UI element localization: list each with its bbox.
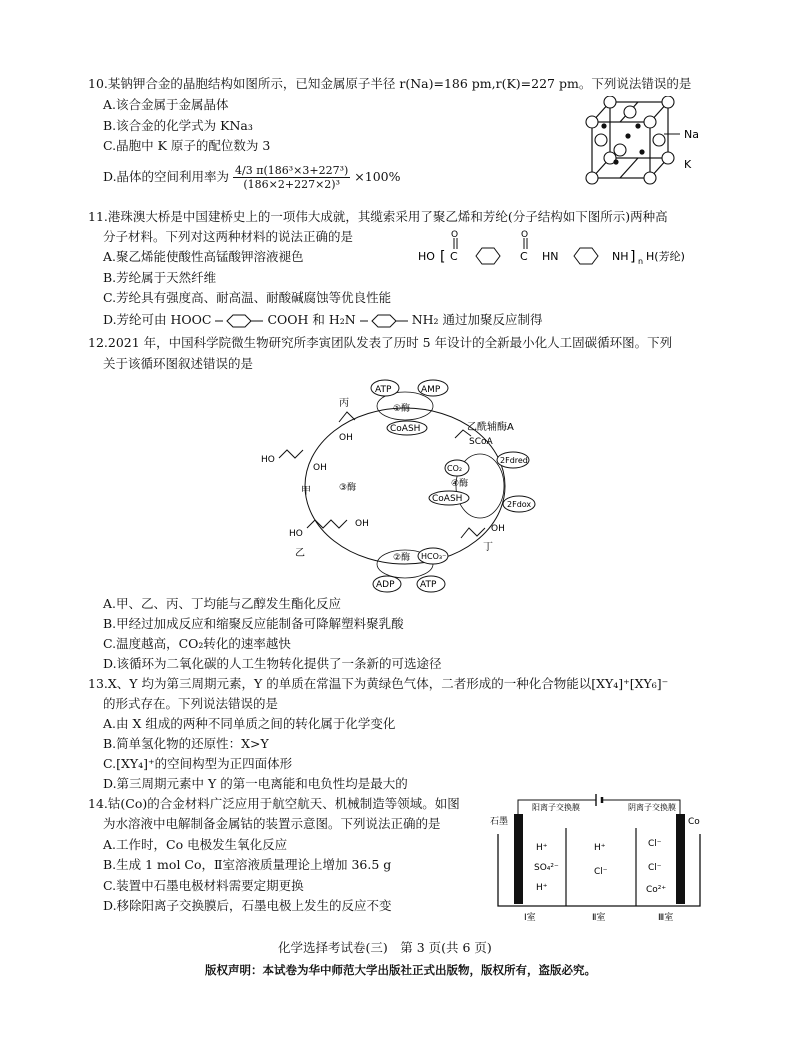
svg-text:n: n [638,257,644,266]
q11-option-d-left: D.芳纶可由 HOOC [103,312,212,327]
label-enzyme4: ④酶 [451,479,469,489]
q11-stem-line1: 11.港珠澳大桥是中国建桥史上的一项伟大成就，其缆索采用了聚乙烯和芳纶(分子结构如下图所示)两种高 [88,209,668,224]
ion-cl-room3: Cl⁻ [648,839,662,849]
label-room2: Ⅱ室 [592,913,606,923]
label-fd-red: 2Fdred [500,456,528,465]
q12-carbon-cycle-figure [255,378,555,598]
q11-option-a: A.聚乙烯能使酸性高锰酸钾溶液褪色 [103,249,304,264]
label-oh-yi: OH [355,519,369,529]
q14-option-d: D.移除阳离子交换膜后，石墨电极上发生的反应不变 [103,898,392,913]
benzene-ring-icon [215,313,263,329]
label-fd-ox: 2Fdox [507,500,532,509]
q10-fraction [233,164,350,191]
struct-nh: NH [612,250,629,263]
label-enzyme2: ②酶 [393,553,411,563]
q12-option-c: C.温度越高，CO₂转化的速率越快 [103,636,291,651]
label-oh-ding: OH [491,524,505,534]
label-oh-jia: OH [313,463,327,473]
ion-cl-room3-b: Cl⁻ [648,863,662,873]
copyright-notice: 版权声明：本试卷为华中师范大学出版社正式出版物，版权所有，盗版必究。 [205,963,596,977]
label-adp: ADP [376,580,395,590]
label-ho-jia: HO [261,455,275,465]
benzene-ring-icon [360,313,408,329]
q10-fraction-denominator: (186×2+227×2)³ [243,178,340,191]
label-anion-membrane: 阴离子交换膜 [628,803,676,812]
q11-aramid-structure [416,228,706,272]
q13-option-b: B.简单氢化物的还原性：X>Y [103,736,269,751]
svg-text:C: C [520,250,528,263]
q14-stem-line1: 14.钴(Co)的合金材料广泛应用于航空航天、机械制造等领域。如图 [88,796,460,811]
svg-text:]: ] [630,249,636,265]
label-jia: 甲 [301,486,311,497]
q11-stem-line2: 分子材料。下列对这两种材料的说法正确的是 [103,229,354,244]
label-cation-membrane: 阳离子交换膜 [532,803,580,812]
q14-stem-line2: 为水溶液中电解制备金属钴的装置示意图。下列说法正确的是 [103,816,441,831]
label-scoa: SCoA [469,437,493,447]
struct-h: H(芳纶) [646,250,685,263]
struct-ho: HO [418,250,435,263]
ion-so4-room1: SO₄²⁻ [534,863,559,873]
q14-option-a: A.工作时，Co 电极发生氧化反应 [103,837,288,852]
q10-legend-k: K [684,158,692,171]
label-room1: Ⅰ室 [524,913,536,923]
label-coash-top: CoASH [390,424,421,434]
struct-hn: HN [542,250,559,263]
q13-option-c: C.[XY₄]⁺的空间构型为正四面体形 [103,756,293,771]
q11-option-c: C.芳纶具有强度高、耐高温、耐酸碱腐蚀等优良性能 [103,290,392,305]
q11-option-d-right: NH₂ 通过加聚反应制得 [411,312,543,327]
q14-electrolysis-figure [488,794,710,926]
ion-co-room3: Co²⁺ [646,885,667,895]
q12-stem-line2: 关于该循环图叙述错误的是 [103,356,254,371]
q10-option-d-prefix: D.晶体的空间利用率为 [103,169,230,184]
q14-option-b: B.生成 1 mol Co，Ⅱ室溶液质量理论上增加 36.5 g [103,857,392,872]
label-bing: 丙 [339,398,349,409]
q13-stem-line1: 13.X、Y 均为第三周期元素，Y 的单质在常温下为黄绿色气体，二者形成的一种化合物能以[XY₄]⁺[XY₆]⁻ [88,676,669,691]
label-enzyme1: ①酶 [393,404,411,414]
q13-option-a: A.由 X 组成的两种不同单质之间的转化属于化学变化 [103,716,396,731]
svg-text:[: [ [440,249,446,265]
label-co2: CO₂ [447,464,463,473]
label-room3: Ⅲ室 [658,913,674,923]
q13-option-d: D.第三周期元素中 Y 的第一电离能和电负性均是最大的 [103,776,408,791]
q13-stem-line2: 的形式存在。下列说法错误的是 [103,696,279,711]
graphite-electrode [514,814,523,904]
q10-legend-na: Na [684,128,699,141]
ion-cl-room2: Cl⁻ [594,867,608,877]
q12-stem-line1: 12.2021 年，中国科学院微生物研究所李寅团队发表了历时 5 年设计的全新最小化人工固碳循环图。下列 [88,335,673,350]
label-oh-bing: OH [339,433,353,443]
label-amp: AMP [421,385,441,395]
ion-h-room1: H⁺ [536,843,548,853]
label-acetyl-coa: 乙酰辅酶A [467,422,514,433]
q10-option-a: A.该合金属于金属晶体 [103,97,229,112]
q10-fraction-numerator: 4/3 π(186³×3+227³) [235,164,349,177]
page-footer: 化学选择考试卷(三) 第 3 页(共 6 页) [278,940,492,955]
q10-option-d [103,162,401,192]
svg-text:O: O [451,230,459,240]
label-hco3: HCO₃⁻ [421,552,447,561]
svg-text:C: C [450,250,458,263]
q10-option-d-suffix: ×100% [354,169,401,184]
label-ho-yi: HO [289,529,303,539]
svg-text:O: O [521,230,529,240]
label-yi: 乙 [295,548,305,559]
q11-option-b: B.芳纶属于天然纤维 [103,270,217,285]
q12-option-d: D.该循环为二氧化碳的人工生物转化提供了一条新的可选途径 [103,656,442,671]
q11-option-d [103,312,543,329]
label-co-electrode: Co [688,817,700,827]
label-graphite: 石墨 [490,817,509,827]
ion-h-room1-b: H⁺ [536,883,548,893]
q10-option-b: B.该合金的化学式为 KNa₃ [103,118,253,133]
cobalt-electrode [676,814,685,904]
ion-h-room2: H⁺ [594,843,606,853]
q12-option-a: A.甲、乙、丙、丁均能与乙醇发生酯化反应 [103,596,342,611]
label-atp: ATP [375,385,392,395]
label-ding: 丁 [483,542,493,553]
q14-option-c: C.装置中石墨电极材料需要定期更换 [103,878,304,893]
q10-unit-cell-figure [580,96,720,196]
q10-stem: 10.某钠钾合金的晶胞结构如图所示，已知金属原子半径 r(Na)=186 pm,r(K)=227 pm。下列说法错误的是 [88,76,692,91]
label-coash-right: CoASH [432,494,463,504]
label-atp-bottom: ATP [420,580,437,590]
label-enzyme3: ③酶 [339,483,357,493]
q10-option-c: C.晶胞中 K 原子的配位数为 3 [103,138,271,153]
q12-option-b: B.甲经过加成反应和缩聚反应能制备可降解塑料聚乳酸 [103,616,404,631]
q11-option-d-mid: COOH 和 H₂N [267,312,356,327]
